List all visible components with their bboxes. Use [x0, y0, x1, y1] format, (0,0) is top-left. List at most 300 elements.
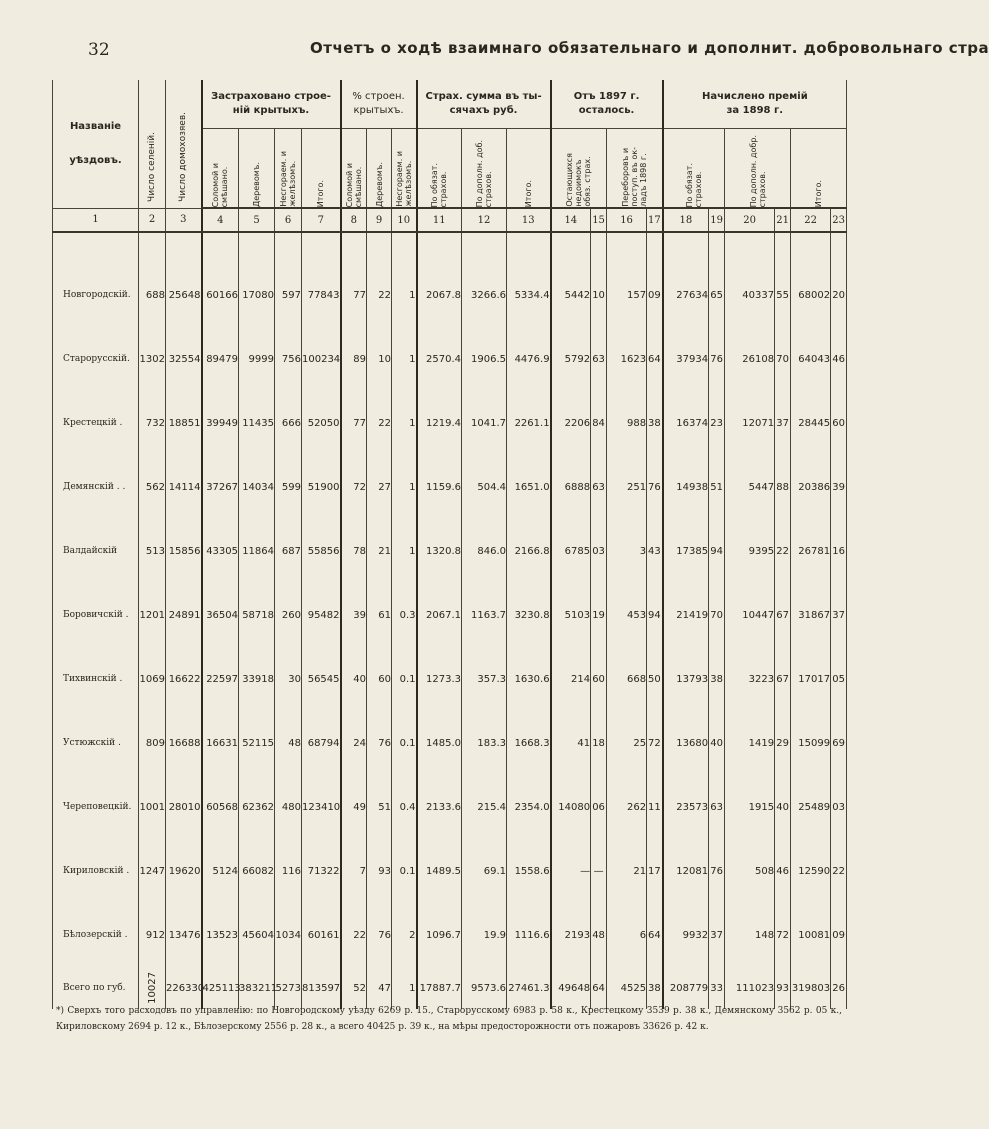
cell-so: 1485.0 [417, 711, 462, 775]
cell-ok: 64 [647, 327, 663, 391]
cell-ptk: 16 [831, 519, 847, 583]
cell-s: 37267 [202, 455, 239, 519]
column-number: 1 [53, 208, 139, 232]
cell-pok: 76 [709, 839, 725, 903]
cell-rk: 60 [591, 647, 607, 711]
cell-ps: 52 [341, 967, 367, 1009]
cell-rr: 2193 [551, 903, 591, 967]
cell-rr: 6888 [551, 455, 591, 519]
cell-s: 43305 [202, 519, 239, 583]
cell-so: 2067.8 [417, 263, 462, 327]
cell-or: 1623 [607, 327, 647, 391]
cell-ptk: 39 [831, 455, 847, 519]
cell-v: 688 [139, 263, 166, 327]
cell-st: 1558.6 [507, 839, 551, 903]
cell-w: 383211 [239, 967, 275, 1009]
table-row [53, 839, 847, 903]
column-number: 10 [392, 208, 417, 232]
cell-f: 666 [275, 391, 302, 455]
header-villages: Число селеній. [139, 80, 166, 208]
cell-pok: 63 [709, 775, 725, 839]
district-name: Тихвинскій . [53, 647, 139, 711]
cell-so: 2570.4 [417, 327, 462, 391]
cell-ok: 09 [647, 263, 663, 327]
cell-po: 9932 [663, 903, 709, 967]
cell-h: 16622 [166, 647, 202, 711]
statistics-table [52, 80, 847, 1009]
cell-rk: — [591, 839, 607, 903]
cell-po: 21419 [663, 583, 709, 647]
cell-pak: 37 [775, 391, 791, 455]
spacer-row [53, 232, 847, 263]
cell-pf: 1 [392, 455, 417, 519]
cell-st: 2166.8 [507, 519, 551, 583]
cell-pw: 27 [367, 455, 392, 519]
header-straw: Соломой и смѣшано. [202, 129, 239, 209]
cell-ok: 38 [647, 391, 663, 455]
cell-pf: 0.1 [392, 647, 417, 711]
cell-rr: 5103 [551, 583, 591, 647]
cell-v: 1069 [139, 647, 166, 711]
cell-pak: 72 [775, 903, 791, 967]
column-number: 15 [591, 208, 607, 232]
cell-rr: 214 [551, 647, 591, 711]
header-group-sum: Страх. сумма въ ты- сячахъ руб. [417, 80, 551, 129]
cell-pf: 0.1 [392, 839, 417, 903]
column-number: 18 [663, 208, 709, 232]
header-sum-total: Итого. [507, 129, 551, 209]
cell-po: 17385 [663, 519, 709, 583]
column-number: 19 [709, 208, 725, 232]
cell-po: 13680 [663, 711, 709, 775]
header-prem-oblig: По обязат. страхов. [663, 129, 725, 209]
cell-h: 18851 [166, 391, 202, 455]
cell-pa: 10447 [725, 583, 775, 647]
cell-po: 27634 [663, 263, 709, 327]
cell-s: 22597 [202, 647, 239, 711]
cell-ps: 24 [341, 711, 367, 775]
cell-rr: 5442 [551, 263, 591, 327]
cell-rk: 18 [591, 711, 607, 775]
column-number: 22 [791, 208, 831, 232]
district-name: Валдайскій [53, 519, 139, 583]
cell-ptk: 26 [831, 967, 847, 1009]
cell-pt: 20386 [791, 455, 831, 519]
cell-ok: 50 [647, 647, 663, 711]
cell-v: 732 [139, 391, 166, 455]
header-district [53, 80, 139, 208]
cell-pak: 67 [775, 583, 791, 647]
cell-pf: 1 [392, 391, 417, 455]
cell-pw: 47 [367, 967, 392, 1009]
cell-pt: 319803 [791, 967, 831, 1009]
cell-t: 813597 [302, 967, 341, 1009]
cell-so: 1159.6 [417, 455, 462, 519]
cell-pt: 31867 [791, 583, 831, 647]
cell-w: 17080 [239, 263, 275, 327]
cell-so: 1219.4 [417, 391, 462, 455]
cell-v: 1001 [139, 775, 166, 839]
cell-st: 4476.9 [507, 327, 551, 391]
cell-pa: 148 [725, 903, 775, 967]
cell-pa: 1419 [725, 711, 775, 775]
cell-ptk: 69 [831, 711, 847, 775]
cell-w: 52115 [239, 711, 275, 775]
cell-pt: 64043 [791, 327, 831, 391]
cell-pt: 28445 [791, 391, 831, 455]
cell-v: 562 [139, 455, 166, 519]
cell-t: 51900 [302, 455, 341, 519]
cell-so: 2067.1 [417, 583, 462, 647]
column-number: 12 [462, 208, 507, 232]
cell-ps: 77 [341, 391, 367, 455]
cell-so: 1320.8 [417, 519, 462, 583]
cell-rk: 19 [591, 583, 607, 647]
cell-pa: 3223 [725, 647, 775, 711]
column-number: 5 [239, 208, 275, 232]
cell-pf: 1 [392, 263, 417, 327]
cell-pw: 10 [367, 327, 392, 391]
cell-h: 14114 [166, 455, 202, 519]
cell-pok: 65 [709, 263, 725, 327]
district-name: Бѣлозерскій . [53, 903, 139, 967]
cell-or: 262 [607, 775, 647, 839]
cell-v: 809 [139, 711, 166, 775]
header-total: Итого. [302, 129, 341, 209]
header-straw-pct: Соломой и смѣшано. [341, 129, 367, 209]
cell-ok: 43 [647, 519, 663, 583]
cell-w: 62362 [239, 775, 275, 839]
cell-f: 599 [275, 455, 302, 519]
cell-or: 668 [607, 647, 647, 711]
header-households: Число домохозяев. [166, 80, 202, 208]
table-row [53, 711, 847, 775]
cell-pt: 25489 [791, 775, 831, 839]
cell-s: 16631 [202, 711, 239, 775]
cell-st: 27461.3 [507, 967, 551, 1009]
cell-so: 1273.3 [417, 647, 462, 711]
cell-pt: 17017 [791, 647, 831, 711]
cell-st: 1651.0 [507, 455, 551, 519]
cell-pa: 5447 [725, 455, 775, 519]
column-number: 20 [725, 208, 775, 232]
district-name: Старорусскій. [53, 327, 139, 391]
cell-ok: 38 [647, 967, 663, 1009]
cell-t: 77843 [302, 263, 341, 327]
cell-t: 100234 [302, 327, 341, 391]
cell-pok: 51 [709, 455, 725, 519]
column-number: 14 [551, 208, 591, 232]
cell-t: 123410 [302, 775, 341, 839]
cell-pw: 60 [367, 647, 392, 711]
total-villages: 10027 [146, 972, 158, 1004]
cell-ptk: 05 [831, 647, 847, 711]
cell-rk: 48 [591, 903, 607, 967]
column-number: 16 [607, 208, 647, 232]
cell-pw: 22 [367, 391, 392, 455]
column-number: 6 [275, 208, 302, 232]
cell-f: 597 [275, 263, 302, 327]
column-number: 2 [139, 208, 166, 232]
cell-w: 11864 [239, 519, 275, 583]
cell-pf: 0.4 [392, 775, 417, 839]
cell-t: 71322 [302, 839, 341, 903]
cell-f: 480 [275, 775, 302, 839]
cell-pa: 12071 [725, 391, 775, 455]
cell-ps: 49 [341, 775, 367, 839]
header-fireproof: Несгораем. и желѣзомъ. [275, 129, 302, 209]
cell-t: 68794 [302, 711, 341, 775]
column-number: 4 [202, 208, 239, 232]
table-row [53, 327, 847, 391]
cell-ptk: 03 [831, 775, 847, 839]
table-row [53, 455, 847, 519]
header-fireproof-pct: Несгораем. и желѣзомъ. [392, 129, 417, 209]
cell-pak: 88 [775, 455, 791, 519]
cell-st: 2354.0 [507, 775, 551, 839]
cell-t: 95482 [302, 583, 341, 647]
running-head: Отчетъ о ходѣ взаимнаго обязательнаго и дополнит. добровольнаго стра [310, 39, 989, 57]
cell-pf: 1 [392, 967, 417, 1009]
cell-po: 16374 [663, 391, 709, 455]
column-number: 9 [367, 208, 392, 232]
cell-rr: 14080 [551, 775, 591, 839]
cell-ok: 64 [647, 903, 663, 967]
header-group-percent: % строен. крытыхъ. [341, 80, 417, 129]
cell-so: 1096.7 [417, 903, 462, 967]
column-number: 21 [775, 208, 791, 232]
cell-pf: 0.3 [392, 583, 417, 647]
cell-t: 52050 [302, 391, 341, 455]
header-group-premium: Начислено премій за 1898 г. [663, 80, 847, 129]
header-add: По дополн. доб. страхов. [462, 129, 507, 209]
cell-h: 13476 [166, 903, 202, 967]
cell-f: 687 [275, 519, 302, 583]
cell-pa: 111023 [725, 967, 775, 1009]
cell-h: 19620 [166, 839, 202, 903]
cell-st: 1668.3 [507, 711, 551, 775]
cell-v: 1201 [139, 583, 166, 647]
district-name: Новгородскій. [53, 263, 139, 327]
cell-ok: 94 [647, 583, 663, 647]
cell-rr: 5792 [551, 327, 591, 391]
cell-ok: 76 [647, 455, 663, 519]
cell-or: 453 [607, 583, 647, 647]
cell-po: 14938 [663, 455, 709, 519]
cell-rr: 2206 [551, 391, 591, 455]
cell-pok: 37 [709, 903, 725, 967]
table-row [53, 391, 847, 455]
cell-rk: 84 [591, 391, 607, 455]
cell-pw: 76 [367, 903, 392, 967]
cell-or: 4525 [607, 967, 647, 1009]
cell-f: 5273 [275, 967, 302, 1009]
cell-ps: 39 [341, 583, 367, 647]
cell-po: 37934 [663, 327, 709, 391]
district-name: Боровичскій . [53, 583, 139, 647]
cell-ptk: 60 [831, 391, 847, 455]
district-name: Череповецкій. [53, 775, 139, 839]
cell-pt: 26781 [791, 519, 831, 583]
cell-ok: 11 [647, 775, 663, 839]
cell-st: 5334.4 [507, 263, 551, 327]
cell-ptk: 22 [831, 839, 847, 903]
cell-v: 1247 [139, 839, 166, 903]
cell-pak: 70 [775, 327, 791, 391]
cell-pa: 9395 [725, 519, 775, 583]
district-name: Крестецкій . [53, 391, 139, 455]
cell-pok: 40 [709, 711, 725, 775]
cell-ptk: 46 [831, 327, 847, 391]
cell-s: 425113 [202, 967, 239, 1009]
cell-w: 45604 [239, 903, 275, 967]
cell-st: 1630.6 [507, 647, 551, 711]
cell-or: 21 [607, 839, 647, 903]
cell-pw: 61 [367, 583, 392, 647]
cell-ps: 40 [341, 647, 367, 711]
cell-f: 756 [275, 327, 302, 391]
table-row [53, 583, 847, 647]
header-wood-pct: Деревомъ. [367, 129, 392, 209]
header-group-insured: Застраховано строе- ній крытыхъ. [202, 80, 341, 129]
column-number: 3 [166, 208, 202, 232]
header-district-line1: Названіе [69, 120, 122, 132]
cell-pf: 0.1 [392, 711, 417, 775]
footnote: *) Сверхъ того расходовъ по управленію: по Новгородскому уѣзду 6269 р. 15., Старорусскому 6983 р. 58 к., Крестецкому 3539 р. 38 к., Демянскому 3562 р. 05 к., Кириловскому 2694 р. 12 к., Бѣлозерскому 2556 р. 28 к., а всего 40425 р. 39 к., на мѣры предосторожности отъ пожаровъ 33626 р. 42 к. [56, 1006, 842, 1032]
cell-pt: 12590 [791, 839, 831, 903]
cell-pw: 93 [367, 839, 392, 903]
cell-w: 58718 [239, 583, 275, 647]
cell-s: 13523 [202, 903, 239, 967]
cell-v: 1302 [139, 327, 166, 391]
cell-rr: — [551, 839, 591, 903]
cell-w: 9999 [239, 327, 275, 391]
cell-s: 60166 [202, 263, 239, 327]
cell-ps: 22 [341, 903, 367, 967]
cell-s: 36504 [202, 583, 239, 647]
cell-po: 13793 [663, 647, 709, 711]
cell-po: 208779 [663, 967, 709, 1009]
cell-pf: 1 [392, 519, 417, 583]
cell-sa: 846.0 [462, 519, 507, 583]
cell-or: 25 [607, 711, 647, 775]
table-row [53, 647, 847, 711]
cell-pa: 1915 [725, 775, 775, 839]
cell-po: 12081 [663, 839, 709, 903]
cell-rk: 64 [591, 967, 607, 1009]
cell-w: 14034 [239, 455, 275, 519]
cell-w: 11435 [239, 391, 275, 455]
cell-rk: 06 [591, 775, 607, 839]
cell-pok: 76 [709, 327, 725, 391]
table-row [53, 263, 847, 327]
cell-pak: 46 [775, 839, 791, 903]
column-number: 11 [417, 208, 462, 232]
cell-pak: 29 [775, 711, 791, 775]
cell-w: 33918 [239, 647, 275, 711]
cell-h: 25648 [166, 263, 202, 327]
cell-sa: 1163.7 [462, 583, 507, 647]
column-number: 13 [507, 208, 551, 232]
cell-pak: 67 [775, 647, 791, 711]
cell-pa: 40337 [725, 263, 775, 327]
cell-s: 60568 [202, 775, 239, 839]
cell-h: 24891 [166, 583, 202, 647]
cell-sa: 357.3 [462, 647, 507, 711]
cell-v: 912 [139, 903, 166, 967]
cell-rk: 63 [591, 327, 607, 391]
cell-pw: 76 [367, 711, 392, 775]
cell-v: 513 [139, 519, 166, 583]
cell-sa: 504.4 [462, 455, 507, 519]
cell-po: 23573 [663, 775, 709, 839]
cell-sa: 215.4 [462, 775, 507, 839]
cell-pak: 55 [775, 263, 791, 327]
column-number: 23 [831, 208, 847, 232]
cell-pok: 94 [709, 519, 725, 583]
cell-ok: 17 [647, 839, 663, 903]
header-district-line2: уѣздовъ. [69, 154, 122, 166]
cell-ptk: 09 [831, 903, 847, 967]
cell-ptk: 20 [831, 263, 847, 327]
column-number: 8 [341, 208, 367, 232]
cell-pt: 10081 [791, 903, 831, 967]
cell-h: 16688 [166, 711, 202, 775]
cell-pak: 93 [775, 967, 791, 1009]
cell-so: 1489.5 [417, 839, 462, 903]
cell-f: 1034 [275, 903, 302, 967]
cell-rr: 49648 [551, 967, 591, 1009]
cell-f: 116 [275, 839, 302, 903]
cell-ps: 7 [341, 839, 367, 903]
cell-w: 66082 [239, 839, 275, 903]
cell-pw: 22 [367, 263, 392, 327]
cell-ps: 72 [341, 455, 367, 519]
cell-s: 39949 [202, 391, 239, 455]
cell-or: 3 [607, 519, 647, 583]
district-name: Кириловскій . [53, 839, 139, 903]
cell-pok: 38 [709, 647, 725, 711]
column-number: 17 [647, 208, 663, 232]
header-remaining: Остающихся недоимокъ обяз. страх. [551, 129, 607, 209]
cell-h: 32554 [166, 327, 202, 391]
header-prem-add: По дополн. добр. страхов. [725, 129, 791, 209]
cell-h: 226330 [166, 967, 202, 1009]
header-overpaid: Переборовъ и поступ. въ ок- ладъ 1898 г. [607, 129, 663, 209]
cell-h: 15856 [166, 519, 202, 583]
cell-rk: 63 [591, 455, 607, 519]
cell-t: 60161 [302, 903, 341, 967]
table-row [53, 519, 847, 583]
cell-s: 5124 [202, 839, 239, 903]
cell-ptk: 37 [831, 583, 847, 647]
cell-so: 17887.7 [417, 967, 462, 1009]
cell-f: 30 [275, 647, 302, 711]
cell-sa: 183.3 [462, 711, 507, 775]
cell-pa: 26108 [725, 327, 775, 391]
cell-or: 6 [607, 903, 647, 967]
cell-ps: 78 [341, 519, 367, 583]
cell-t: 56545 [302, 647, 341, 711]
table-row [53, 903, 847, 967]
header-oblig: По обязат. страхов. [417, 129, 462, 209]
cell-or: 157 [607, 263, 647, 327]
district-name: Всего по губ. [53, 967, 139, 1009]
cell-pw: 21 [367, 519, 392, 583]
cell-s: 89479 [202, 327, 239, 391]
cell-pt: 15099 [791, 711, 831, 775]
header-prem-total: Итого. [791, 129, 847, 209]
